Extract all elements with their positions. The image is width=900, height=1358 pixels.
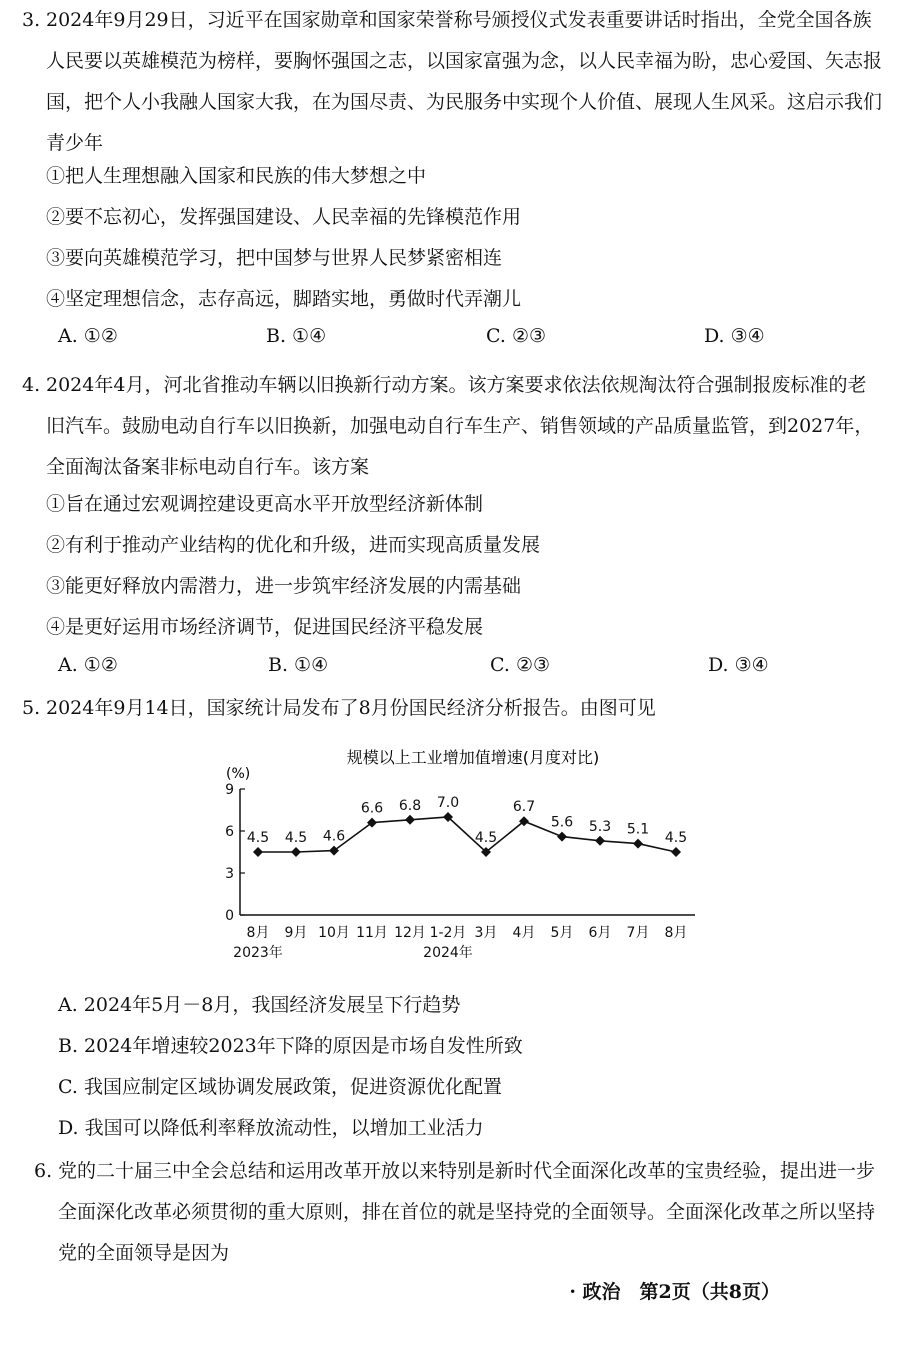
choice-c[interactable]: C. 我国应制定区域协调发展政策，促进资源优化配置	[58, 1076, 502, 1098]
chart-title: 规模以上工业增加值增速(月度对比)	[346, 748, 600, 767]
data-label: 4.5	[246, 830, 270, 846]
question-3	[22, 0, 884, 164]
choice-b[interactable]: B. 2024年增速较2023年下降的原因是市场自发性所致	[58, 1035, 523, 1057]
x-tick-label: 8月	[664, 925, 688, 941]
question-stem: 2024年9月14日，国家统计局发布了8月份国民经济分析报告。由图可见	[46, 697, 656, 719]
x-tick-label: 10月	[318, 925, 350, 941]
answer-choices	[58, 325, 798, 355]
statement-option: ③能更好释放内需潜力，进一步筑牢经济发展的内需基础	[46, 575, 522, 597]
data-point	[671, 847, 681, 857]
choice-a[interactable]: A. 2024年5月－8月，我国经济发展呈下行趋势	[58, 994, 461, 1016]
data-point	[595, 836, 605, 846]
x-tick-label: 12月	[394, 925, 426, 941]
data-label: 4.5	[664, 830, 688, 846]
choice-a[interactable]: A. ①②	[58, 654, 118, 676]
data-point	[405, 815, 415, 825]
question-5	[22, 688, 884, 729]
x-tick-label: 11月	[356, 925, 388, 941]
statement-option: ③要向英雄模范学习，把中国梦与世界人民梦紧密相连	[46, 247, 503, 269]
y-tick-label: 9	[225, 782, 234, 798]
question-stem: 2024年9月29日，习近平在国家勋章和国家荣誉称号颁授仪式发表重要讲话时指出，全党全国各族人民要以英雄模范为榜样，要胸怀强国之志，以国家富强为念，以人民幸福为盼，忠心爱国、矢志报国，把个人小我融人国家大我，在为国尽责、为民服务中实现个人价值、展现人生风采。这启示我们青少年	[46, 9, 883, 154]
question-number: 5.	[22, 697, 41, 719]
x-tick-label: 5月	[550, 925, 574, 941]
line-chart	[210, 738, 710, 970]
year-label: 2023年	[233, 945, 283, 961]
chart-labels	[233, 795, 687, 961]
choice-d[interactable]: D. ③④	[704, 325, 765, 347]
choice-c[interactable]: C. ②③	[490, 654, 551, 676]
data-point	[633, 839, 643, 849]
data-point	[253, 847, 263, 857]
data-label: 4.5	[284, 830, 308, 846]
x-tick-label: 9月	[284, 925, 308, 941]
question-stem: 2024年4月，河北省推动车辆以旧换新行动方案。该方案要求依法依规淘汰符合强制报废标准的老旧汽车。鼓励电动自行车以旧换新，加强电动自行车生产、销售领域的产品质量监管，到2027年，全面淘汰备案非标电动自行车。该方案	[46, 374, 874, 478]
question-number: 3.	[22, 9, 41, 31]
x-tick-label: 1-2月	[429, 925, 467, 941]
data-label: 4.6	[322, 828, 346, 845]
statement-option: ①把人生理想融入国家和民族的伟大梦想之中	[46, 165, 427, 187]
choice-c[interactable]: C. ②③	[486, 325, 547, 347]
data-label: 6.6	[360, 800, 384, 817]
y-tick-label: 3	[225, 866, 234, 882]
question-number: 4.	[22, 374, 41, 396]
data-label: 5.3	[588, 818, 612, 835]
data-label: 6.8	[398, 797, 422, 814]
y-tick-label: 6	[225, 824, 234, 840]
x-tick-label: 8月	[246, 925, 270, 941]
choice-b[interactable]: B. ①④	[268, 654, 329, 676]
choice-a[interactable]: A. ①②	[58, 325, 118, 347]
x-tick-label: 6月	[588, 925, 612, 941]
answer-choices	[58, 654, 798, 684]
statement-option: ②有利于推动产业结构的优化和升级，进而实现高质量发展	[46, 534, 541, 556]
statement-option: ②要不忘初心，发挥强国建设、人民幸福的先锋模范作用	[46, 206, 522, 228]
question-4	[22, 365, 884, 488]
data-point	[291, 847, 301, 857]
series-line	[258, 814, 676, 852]
choice-d[interactable]: D. ③④	[708, 654, 769, 676]
data-label: 5.1	[626, 821, 650, 838]
y-axis-label: (%)	[226, 766, 251, 782]
x-tick-label: 7月	[626, 925, 650, 941]
data-label: 7.0	[436, 795, 460, 811]
question-number: 6.	[34, 1160, 53, 1182]
chart-series	[253, 812, 681, 857]
data-label: 4.5	[474, 830, 498, 846]
statement-option: ④坚定理想信念，志存高远，脚踏实地，勇做时代弄潮儿	[46, 288, 522, 310]
data-point	[557, 832, 567, 842]
data-label: 6.7	[512, 799, 536, 816]
data-label: 5.6	[550, 814, 574, 831]
year-label: 2024年	[423, 945, 473, 961]
page-footer: · 政治 第2页（共8页）	[569, 1281, 780, 1303]
question-stem: 党的二十届三中全会总结和运用改革开放以来特别是新时代全面深化改革的宝贵经验，提出进一步全面深化改革必须贯彻的重大原则，排在首位的就是坚持党的全面领导。全面深化改革之所以坚持党的全面领导是因为	[58, 1160, 876, 1264]
choice-b[interactable]: B. ①④	[266, 325, 327, 347]
statement-option: ①旨在通过宏观调控建设更高水平开放型经济新体制	[46, 493, 484, 515]
statement-option: ④是更好运用市场经济调节，促进国民经济平稳发展	[46, 616, 484, 638]
y-tick-label: 0	[225, 908, 234, 924]
x-tick-label: 4月	[512, 925, 536, 941]
question-6	[34, 1151, 884, 1274]
choice-d[interactable]: D. 我国可以降低利率释放流动性，以增加工业活力	[58, 1117, 484, 1139]
x-tick-label: 3月	[474, 925, 498, 941]
